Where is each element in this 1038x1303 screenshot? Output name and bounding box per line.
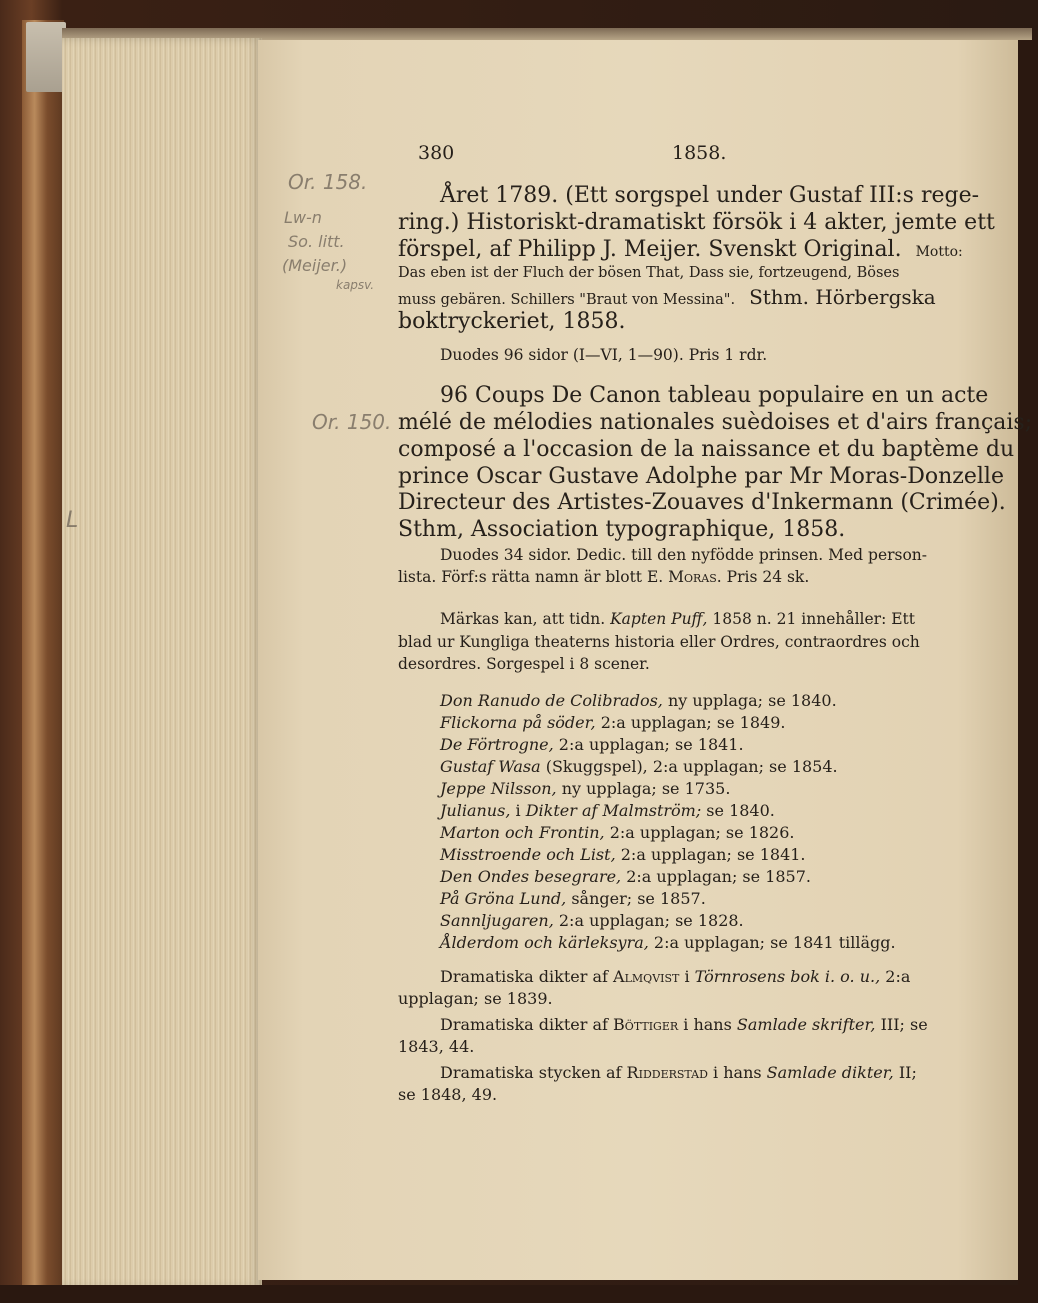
right-shadow [1018,40,1038,1303]
dramatic-entry-2-line1: Dramatiska dikter af Böttiger i hans Samlade skrifter, III; se [440,1015,928,1034]
reference-item: Flickorna på söder, 2:a upplagan; se 1849. [440,713,786,732]
pencil-note-4: (Meijer.) [282,256,348,275]
pencil-note-5: kapsv. [336,278,375,292]
spine-label [26,22,66,92]
dramatic-entry-3-line2: se 1848, 49. [398,1085,498,1104]
pencil-mark-margin: L [66,508,79,533]
entry2-note2: lista. Förf:s rätta namn är blott E. Moras. Pris 24 sk. [398,568,810,586]
pencil-note-1: Or. 158. [288,170,368,194]
entry2-line4: prince Oscar Gustave Adolphe par Mr Moras-Donzelle [398,464,1004,489]
dramatic-entry-1-line1: Dramatiska dikter af Almqvist i Törnrosens bok i. o. u., 2:a [440,967,911,986]
entry2-line5: Directeur des Artistes-Zouaves d'Inkermann (Crimée). [398,490,1006,515]
dramatic-entry-3-line1: Dramatiska stycken af Ridderstad i hans Samlade dikter, II; [440,1063,917,1082]
entry1-line5: muss gebären. Schillers "Braut von Messina". Sthm. Hörbergska [398,285,936,309]
entry2-imprint: Sthm, Association typographique, 1858. [398,517,846,542]
page-edges [62,38,262,1288]
page-year: 1858. [672,142,727,164]
reference-item: De Förtrogne, 2:a upplagan; se 1841. [440,735,744,754]
entry1-note: Duodes 96 sidor (I—VI, 1—90). Pris 1 rdr. [440,346,768,364]
entry2-line3: composé a l'occasion de la naissance et du baptème du [398,437,1015,462]
dramatic-entry-2-line2: 1843, 44. [398,1037,475,1056]
remark-line3: desordres. Sorgespel i 8 scener. [398,655,650,673]
dramatic-entry-1-line2: upplagan; se 1839. [398,989,553,1008]
book-spine [22,20,64,1303]
remark-line1: Märkas kan, att tidn. Kapten Puff, 1858 n. 21 innehåller: Ett [440,610,916,628]
bottom-shadow [0,1285,1038,1303]
entry2-line2: mélé de mélodies nationales suèdoises et d'airs français; [398,410,1033,435]
reference-item: Jeppe Nilsson, ny upplaga; se 1735. [440,779,731,798]
entry1-line2: ring.) Historiskt-dramatiskt försök i 4 akter, jemte ett [398,210,995,235]
pencil-note-2: Lw-n [284,208,322,227]
page-number: 380 [418,142,455,164]
reference-item: Den Ondes besegrare, 2:a upplagan; se 1857. [440,867,811,886]
entry1-imprint: boktryckeriet, 1858. [398,309,626,334]
entry2-line1: 96 Coups De Canon tableau populaire en un acte [440,383,989,408]
reference-item: På Gröna Lund, sånger; se 1857. [440,889,706,908]
reference-item: Don Ranudo de Colibrados, ny upplaga; se 1840. [440,691,837,710]
entry2-note1: Duodes 34 sidor. Dedic. till den nyfödde prinsen. Med person- [440,546,928,564]
entry1-line1: Året 1789. (Ett sorgspel under Gustaf III:s rege- [440,183,980,208]
reference-item: Ålderdom och kärleksyra, 2:a upplagan; se 1841 tillägg. [440,933,896,952]
reference-item: Julianus, i Dikter af Malmström; se 1840. [440,801,775,820]
pencil-note-6: Or. 150. [312,410,392,434]
remark-line2: blad ur Kungliga theaterns historia eller Ordres, contraordres och [398,633,920,651]
reference-item: Marton och Frontin, 2:a upplagan; se 1826. [440,823,795,842]
entry1-motto: Das eben ist der Fluch der bösen That, Dass sie, fortzeugend, Böses [398,265,900,281]
reference-item: Gustaf Wasa (Skuggspel), 2:a upplagan; se 1854. [440,757,838,776]
pencil-note-3: So. litt. [288,232,345,251]
reference-item: Sannljugaren, 2:a upplagan; se 1828. [440,911,744,930]
entry1-line3: förspel, af Philipp J. Meijer. Svenskt Original. Motto: [398,237,963,262]
reference-item: Misstroende och List, 2:a upplagan; se 1841. [440,845,806,864]
